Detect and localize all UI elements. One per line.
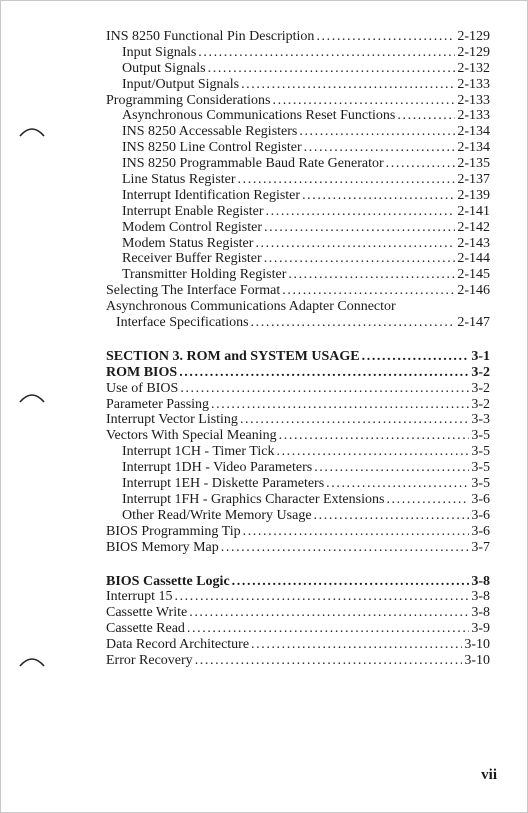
toc-entry [106, 476, 490, 492]
toc-entry-title: Modem Status Register [122, 235, 254, 251]
toc-entry-title: BIOS Memory Map [106, 539, 219, 555]
toc-entry [106, 267, 490, 283]
toc-entry-page: 3-8 [471, 573, 490, 589]
toc-entry-title: INS 8250 Line Control Register [122, 140, 302, 156]
toc-entry-title: Output Signals [122, 60, 206, 76]
toc-entry [106, 77, 490, 93]
toc-entry [106, 156, 490, 172]
leader-dots [362, 349, 470, 365]
toc-entry [106, 299, 490, 315]
toc-entry-page: 2-144 [457, 251, 490, 267]
toc-entry-page: 2-135 [457, 156, 490, 172]
toc-entry-page: 3-9 [471, 621, 490, 637]
toc-entry-page: 3-8 [471, 605, 490, 621]
leader-dots [211, 397, 469, 413]
leader-dots [264, 220, 455, 236]
toc-entry [106, 204, 490, 220]
toc-entry-title: Interrupt 1CH - Timer Tick [122, 444, 275, 460]
leader-dots [255, 236, 455, 252]
toc-entry-title: ROM BIOS [106, 364, 178, 380]
toc-entry-title: INS 8250 Functional Pin Description [106, 29, 315, 44]
toc-entry-page: 3-5 [471, 460, 490, 476]
toc-entry [106, 108, 490, 124]
toc-entry-title: Transmitter Holding Register [122, 267, 287, 283]
toc-entry [106, 428, 490, 444]
leader-dots [316, 29, 455, 45]
toc-entry [106, 29, 490, 45]
toc-entry-title: Interface Specifications [116, 315, 249, 331]
leader-dots [302, 188, 455, 204]
leader-dots [288, 267, 455, 283]
toc-entry-title: Other Read/Write Memory Usage [122, 507, 312, 523]
leader-dots [189, 605, 469, 621]
toc-entry-page: 2-145 [457, 267, 490, 283]
toc-entry-title: Receiver Buffer Register [122, 251, 262, 267]
toc-entry-title: Modem Control Register [122, 219, 262, 235]
leader-dots [326, 476, 469, 492]
toc-entry-title: Interrupt 1FH - Graphics Character Extensions [122, 491, 385, 507]
toc-entry-title: Use of BIOS [106, 380, 179, 396]
leader-dots [240, 412, 469, 428]
toc-entry-page: 3-5 [471, 476, 490, 492]
toc-entry-title: Interrupt 1DH - Video Parameters [122, 460, 313, 476]
toc-entry-title: Input/Output Signals [122, 76, 240, 92]
toc-entry-title: INS 8250 Programmable Baud Rate Generator [122, 156, 384, 172]
leader-dots [304, 140, 456, 156]
leader-dots [241, 77, 455, 93]
toc-entry [106, 412, 490, 428]
toc-entry [106, 637, 490, 653]
toc-entry-page: 2-134 [457, 124, 490, 140]
toc-entry-page: 2-129 [457, 44, 490, 60]
binder-hole-mark [19, 655, 45, 667]
leader-dots [251, 637, 462, 653]
toc-entry-page: 3-6 [471, 491, 490, 507]
leader-dots [243, 524, 470, 540]
toc-entry [106, 220, 490, 236]
toc-entry-page: 3-8 [471, 589, 490, 605]
toc-entry-title: Asynchronous Communications Adapter Connector [106, 299, 396, 315]
toc-entry-title: BIOS Cassette Logic [106, 573, 230, 589]
table-of-contents [106, 29, 490, 669]
toc-entry-page: 3-3 [471, 412, 490, 428]
leader-dots [397, 108, 455, 124]
toc-entry-page: 3-5 [471, 428, 490, 444]
toc-entry [106, 605, 490, 621]
toc-entry-title: Cassette Read [106, 621, 185, 637]
toc-entry-page: 2-133 [457, 92, 490, 108]
binder-hole-mark [19, 125, 45, 137]
toc-entry-page: 3-1 [471, 348, 490, 364]
toc-entry [106, 381, 490, 397]
toc-entry [106, 653, 490, 669]
leader-dots [279, 428, 470, 444]
toc-entry-title: BIOS Programming Tip [106, 523, 241, 539]
section-heading [106, 574, 490, 590]
toc-entry [106, 140, 490, 156]
toc-entry-page: 3-5 [471, 444, 490, 460]
toc-entry-page: 2-137 [457, 172, 490, 188]
toc-entry [106, 444, 490, 460]
binder-hole-mark [19, 391, 45, 403]
toc-entry-title: Selecting The Interface Format [106, 283, 281, 299]
toc-entry [106, 621, 490, 637]
toc-entry-title: Input Signals [122, 44, 197, 60]
leader-dots [264, 251, 456, 267]
toc-entry-title: Programming Considerations [106, 92, 271, 108]
leader-dots [251, 315, 456, 331]
toc-entry-title: Interrupt Vector Listing [106, 412, 238, 428]
leader-dots [180, 381, 469, 397]
toc-entry-page: 2-142 [457, 219, 490, 235]
toc-entry-title: Interrupt 15 [106, 589, 173, 605]
toc-entry-page: 3-2 [471, 396, 490, 412]
toc-entry-title: Cassette Write [106, 605, 188, 621]
toc-entry [106, 540, 490, 556]
toc-entry-page: 2-146 [457, 283, 490, 299]
leader-dots [238, 172, 456, 188]
toc-entry-page: 2-139 [457, 187, 490, 203]
toc-entry [106, 236, 490, 252]
toc-entry-page: 2-147 [457, 315, 490, 331]
toc-entry-title: Error Recovery [106, 652, 193, 668]
leader-dots [174, 589, 469, 605]
leader-dots [208, 61, 456, 77]
toc-entry-title: Line Status Register [122, 172, 236, 188]
toc-entry-page: 3-6 [471, 507, 490, 523]
toc-entry [106, 61, 490, 77]
toc-entry-title: Parameter Passing [106, 396, 210, 412]
toc-entry-page: 3-6 [471, 523, 490, 539]
toc-entry-title: Interrupt Enable Register [122, 203, 264, 219]
toc-entry [106, 365, 490, 381]
toc-entry-page: 2-129 [457, 29, 490, 44]
toc-entry [106, 492, 490, 508]
toc-entry [106, 124, 490, 140]
section-heading [106, 349, 490, 365]
toc-entry [106, 315, 490, 331]
toc-entry [106, 172, 490, 188]
toc-entry-page: 3-2 [471, 380, 490, 396]
toc-entry [106, 397, 490, 413]
toc-entry-title: Asynchronous Communications Reset Functions [122, 108, 396, 124]
leader-dots [276, 444, 469, 460]
toc-entry [106, 251, 490, 267]
leader-dots [187, 621, 469, 637]
toc-entry-title: SECTION 3. ROM and SYSTEM USAGE [106, 348, 360, 364]
toc-entry-page: 2-143 [457, 235, 490, 251]
leader-dots [179, 365, 469, 381]
toc-entry-page: 2-133 [457, 76, 490, 92]
leader-dots [195, 653, 463, 669]
leader-dots [282, 283, 455, 299]
page-number: vii [481, 767, 497, 783]
leader-dots [314, 508, 470, 524]
toc-entry-page: 2-132 [457, 60, 490, 76]
toc-entry-title: Vectors With Special Meaning [106, 428, 277, 444]
toc-entry [106, 93, 490, 109]
leader-dots [314, 460, 469, 476]
toc-entry-title: Data Record Architecture [106, 637, 250, 653]
toc-entry [106, 524, 490, 540]
toc-entry-page: 3-10 [464, 637, 490, 653]
toc-entry-title: INS 8250 Accessable Registers [122, 124, 298, 140]
leader-dots [198, 45, 455, 61]
toc-entry-page: 3-2 [471, 364, 490, 380]
leader-dots [221, 540, 470, 556]
toc-entry-page: 2-141 [457, 203, 490, 219]
toc-entry [106, 589, 490, 605]
toc-entry [106, 283, 490, 299]
leader-dots [386, 156, 456, 172]
toc-entry-page: 2-133 [457, 108, 490, 124]
leader-dots [299, 124, 455, 140]
toc-entry-title: Interrupt 1EH - Diskette Parameters [122, 476, 325, 492]
toc-entry [106, 45, 490, 61]
leader-dots [386, 492, 469, 508]
leader-dots [232, 574, 470, 590]
toc-entry [106, 460, 490, 476]
toc-entry-page: 2-134 [457, 140, 490, 156]
toc-entry [106, 188, 490, 204]
toc-entry-page: 3-7 [471, 539, 490, 555]
toc-entry-page: 3-10 [464, 652, 490, 668]
toc-entry-title: Interrupt Identification Register [122, 187, 301, 203]
leader-dots [266, 204, 456, 220]
leader-dots [273, 93, 456, 109]
toc-entry [106, 508, 490, 524]
